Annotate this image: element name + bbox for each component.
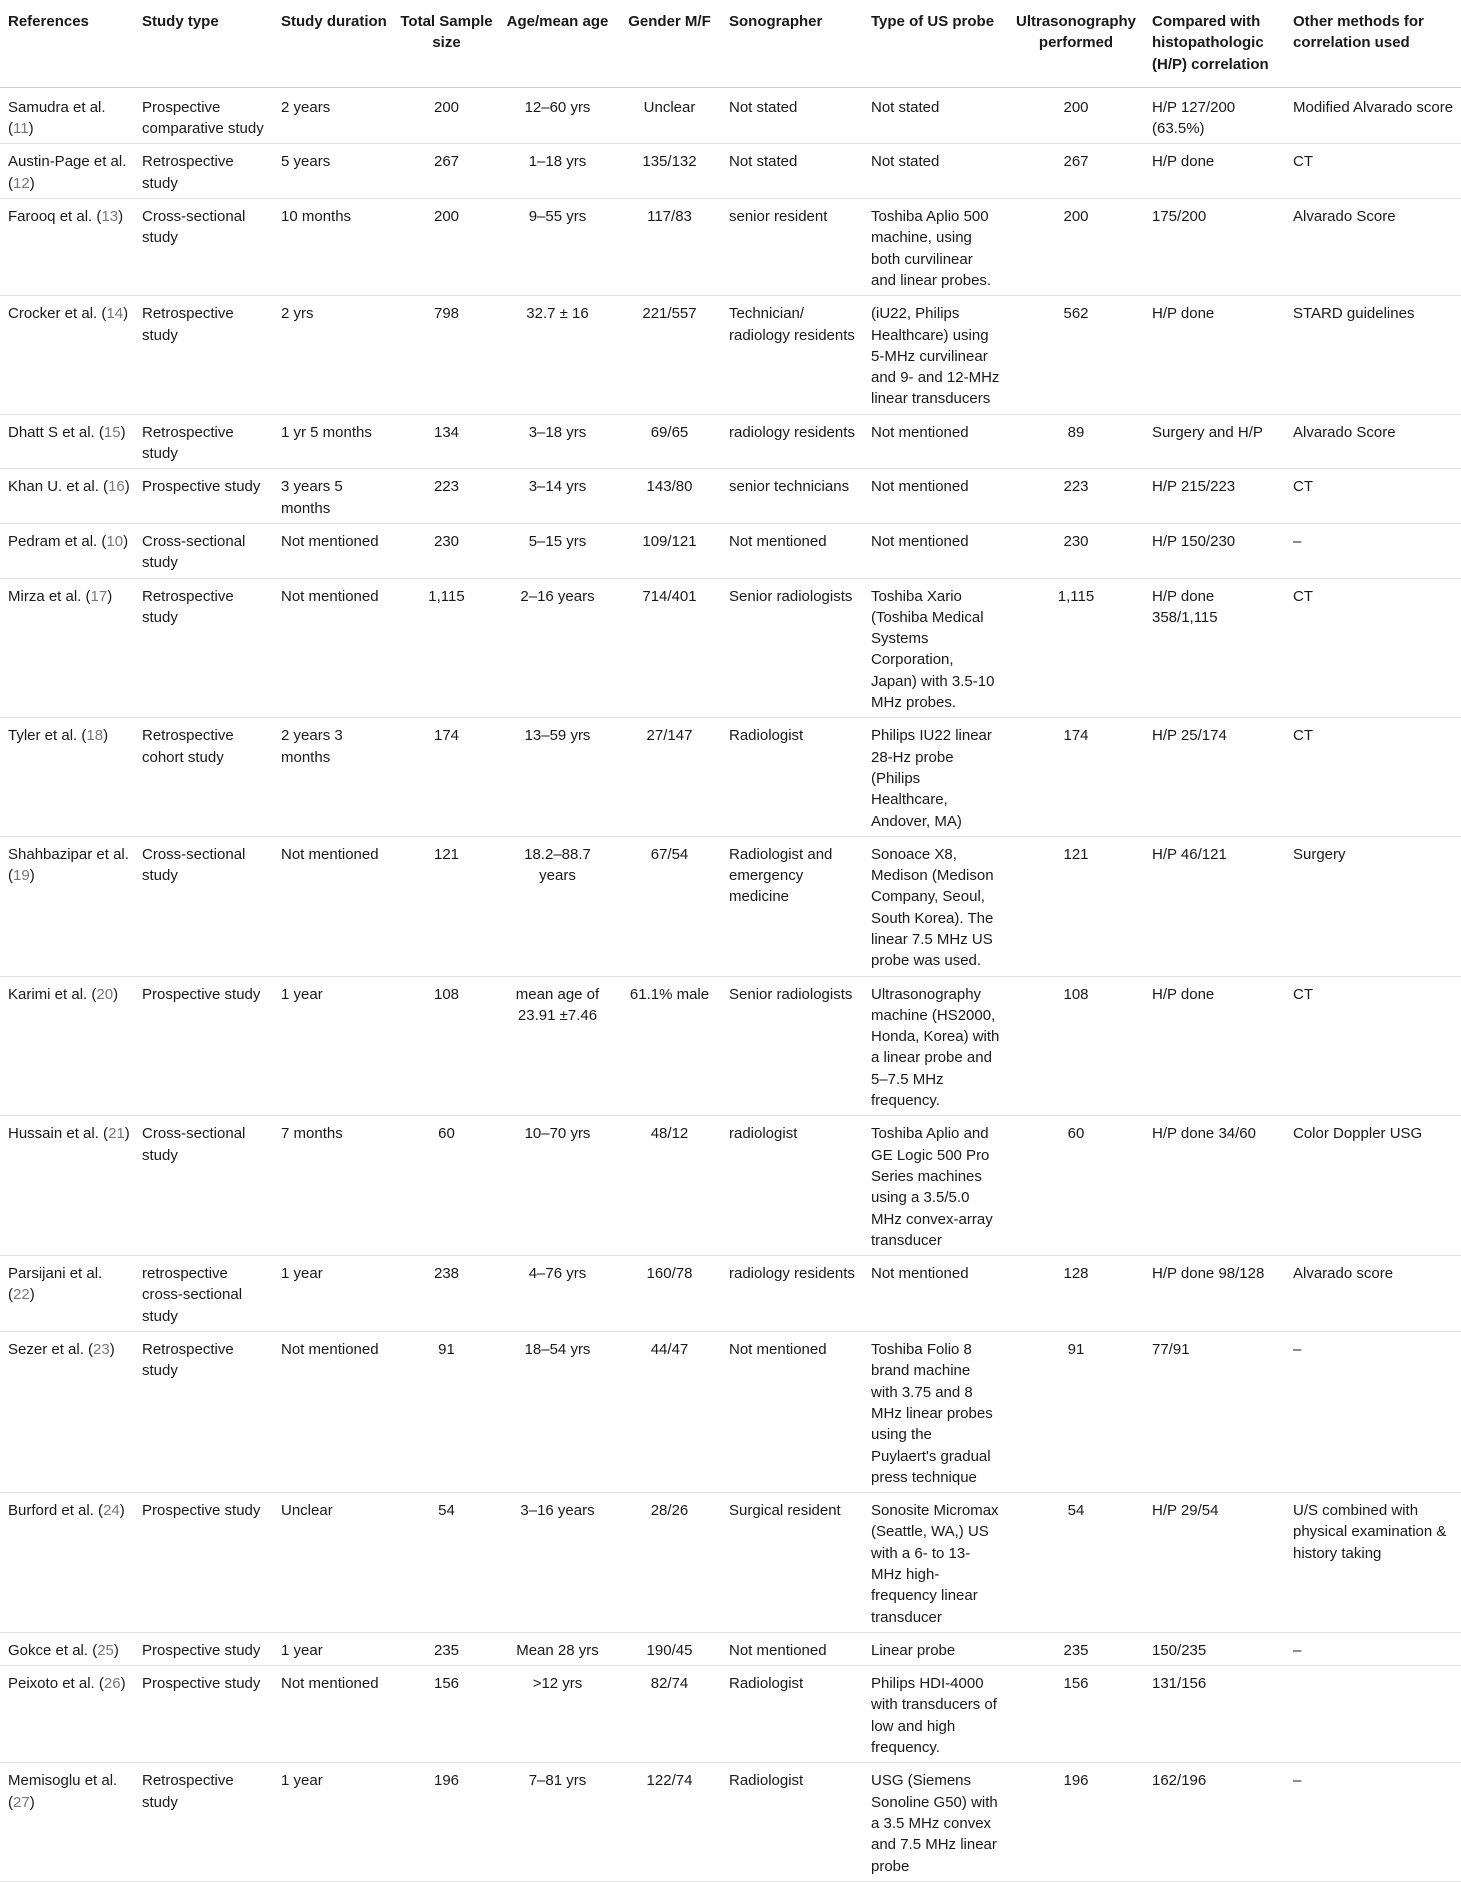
cell-probe-type: Not mentioned bbox=[863, 523, 1004, 578]
cell-probe-type: Not stated bbox=[863, 87, 1004, 144]
cell-probe-type: (iU22, Philips Healthcare) using 5-MHz curvilinear and 9- and 12-MHz linear transducers bbox=[863, 296, 1004, 414]
table-row bbox=[0, 836, 1461, 976]
reference-number-link[interactable]: 25 bbox=[97, 1641, 114, 1659]
cell-gender: 67/54 bbox=[614, 836, 721, 976]
cell-study-type: Cross-sectional study bbox=[134, 199, 273, 296]
cell-gender: 143/80 bbox=[614, 469, 721, 524]
cell-age: 2–16 years bbox=[497, 578, 614, 718]
cell-us-performed: 156 bbox=[1004, 1666, 1144, 1763]
reference-number-link[interactable]: 10 bbox=[106, 532, 124, 550]
cell-probe-type: Toshiba Xario (Toshiba Medical Systems Corporation, Japan) with 3.5-10 MHz probes. bbox=[863, 578, 1004, 718]
reference-author: Hussain et al. bbox=[8, 1125, 99, 1143]
cell-study-duration: Unclear bbox=[273, 1493, 392, 1633]
cell-total-sample-size: 230 bbox=[392, 523, 497, 578]
cell-sonographer: Technician/ radiology residents bbox=[721, 296, 863, 414]
cell-sonographer: Radiologist bbox=[721, 718, 863, 836]
cell-other-methods: CT bbox=[1285, 469, 1461, 524]
header-study-type: Study type bbox=[134, 0, 273, 87]
reference-author: Memisoglu et al. bbox=[8, 1772, 118, 1790]
table-row bbox=[0, 718, 1461, 836]
cell-other-methods: Color Doppler USG bbox=[1285, 1116, 1461, 1256]
cell-reference: Khan U. et al. (16) bbox=[0, 469, 134, 524]
cell-total-sample-size: 91 bbox=[392, 1332, 497, 1493]
cell-us-performed: 223 bbox=[1004, 469, 1144, 524]
cell-sonographer: radiology residents bbox=[721, 414, 863, 469]
header-study-duration: Study duration bbox=[273, 0, 392, 87]
cell-study-type: Prospective study bbox=[134, 1493, 273, 1633]
cell-hp-correlation: H/P done 98/128 bbox=[1144, 1256, 1285, 1332]
cell-us-performed: 200 bbox=[1004, 87, 1144, 144]
reference-number-link[interactable]: 18 bbox=[86, 727, 104, 745]
cell-gender: 28/26 bbox=[614, 1493, 721, 1633]
reference-author: Samudra et al. bbox=[8, 98, 106, 116]
cell-study-type: Prospective study bbox=[134, 1666, 273, 1763]
cell-reference: Parsijani et al. (22) bbox=[0, 1256, 134, 1332]
table-row bbox=[0, 144, 1461, 199]
table-body bbox=[0, 87, 1461, 1881]
cell-hp-correlation: H/P done bbox=[1144, 976, 1285, 1116]
header-other-methods: Other methods for correlation used bbox=[1285, 0, 1461, 87]
cell-total-sample-size: 54 bbox=[392, 1493, 497, 1633]
header-hp-correlation: Compared with histopathologic (H/P) correlation bbox=[1144, 0, 1285, 87]
cell-total-sample-size: 200 bbox=[392, 87, 497, 144]
cell-gender: 44/47 bbox=[614, 1332, 721, 1493]
cell-study-duration: 1 year bbox=[273, 1632, 392, 1665]
cell-other-methods: – bbox=[1285, 1763, 1461, 1881]
cell-total-sample-size: 108 bbox=[392, 976, 497, 1116]
cell-sonographer: radiology residents bbox=[721, 1256, 863, 1332]
cell-total-sample-size: 238 bbox=[392, 1256, 497, 1332]
cell-gender: 160/78 bbox=[614, 1256, 721, 1332]
cell-age: Mean 28 yrs bbox=[497, 1632, 614, 1665]
table-row bbox=[0, 199, 1461, 296]
cell-probe-type: Philips IU22 linear 28-Hz probe (Philips Healthcare, Andover, MA) bbox=[863, 718, 1004, 836]
cell-gender: 61.1% male bbox=[614, 976, 721, 1116]
reference-author: Mirza et al. bbox=[8, 587, 82, 605]
reference-number-link[interactable]: 20 bbox=[96, 985, 114, 1003]
cell-probe-type: Not mentioned bbox=[863, 414, 1004, 469]
reference-number-link[interactable]: 14 bbox=[106, 305, 124, 323]
table-row bbox=[0, 578, 1461, 718]
cell-age: 18–54 yrs bbox=[497, 1332, 614, 1493]
cell-total-sample-size: 60 bbox=[392, 1116, 497, 1256]
cell-gender: 117/83 bbox=[614, 199, 721, 296]
cell-hp-correlation: H/P done bbox=[1144, 144, 1285, 199]
cell-reference: Tyler et al. (18) bbox=[0, 718, 134, 836]
header-references: References bbox=[0, 0, 134, 87]
cell-hp-correlation: H/P 127/200 (63.5%) bbox=[1144, 87, 1285, 144]
cell-sonographer: Not stated bbox=[721, 144, 863, 199]
cell-reference: Austin-Page et al. (12) bbox=[0, 144, 134, 199]
cell-sonographer: radiologist bbox=[721, 1116, 863, 1256]
cell-reference: Hussain et al. (21) bbox=[0, 1116, 134, 1256]
cell-total-sample-size: 200 bbox=[392, 199, 497, 296]
cell-study-type: Retrospective cohort study bbox=[134, 718, 273, 836]
cell-sonographer: Not mentioned bbox=[721, 1632, 863, 1665]
cell-reference: Crocker et al. (14) bbox=[0, 296, 134, 414]
cell-study-duration: 1 year bbox=[273, 1256, 392, 1332]
table-row bbox=[0, 1632, 1461, 1665]
cell-gender: 190/45 bbox=[614, 1632, 721, 1665]
cell-us-performed: 121 bbox=[1004, 836, 1144, 976]
cell-other-methods: CT bbox=[1285, 578, 1461, 718]
cell-hp-correlation: H/P done 34/60 bbox=[1144, 1116, 1285, 1256]
cell-study-duration: 3 years 5 months bbox=[273, 469, 392, 524]
cell-probe-type: Not mentioned bbox=[863, 469, 1004, 524]
header-row bbox=[0, 0, 1461, 87]
cell-us-performed: 128 bbox=[1004, 1256, 1144, 1332]
header-gender: Gender M/F bbox=[614, 0, 721, 87]
cell-study-duration: Not mentioned bbox=[273, 523, 392, 578]
cell-age: 7–81 yrs bbox=[497, 1763, 614, 1881]
table-row bbox=[0, 523, 1461, 578]
cell-reference: Pedram et al. (10) bbox=[0, 523, 134, 578]
cell-sonographer: Not stated bbox=[721, 87, 863, 144]
cell-study-duration: Not mentioned bbox=[273, 578, 392, 718]
cell-age: >12 yrs bbox=[497, 1666, 614, 1763]
cell-gender: 109/121 bbox=[614, 523, 721, 578]
cell-study-type: Cross-sectional study bbox=[134, 836, 273, 976]
cell-study-type: Prospective comparative study bbox=[134, 87, 273, 144]
reference-number-link[interactable]: 22 bbox=[13, 1286, 30, 1304]
cell-study-duration: 1 yr 5 months bbox=[273, 414, 392, 469]
reference-author: Dhatt S et al. bbox=[8, 423, 95, 441]
reference-number-link[interactable]: 17 bbox=[90, 587, 108, 605]
cell-probe-type: USG (Siemens Sonoline G50) with a 3.5 MHz convex and 7.5 MHz linear probe bbox=[863, 1763, 1004, 1881]
cell-other-methods: – bbox=[1285, 1332, 1461, 1493]
cell-age: mean age of 23.91 ±7.46 bbox=[497, 976, 614, 1116]
cell-age: 4–76 yrs bbox=[497, 1256, 614, 1332]
cell-probe-type: Linear probe bbox=[863, 1632, 1004, 1665]
cell-study-duration: 2 years 3 months bbox=[273, 718, 392, 836]
cell-us-performed: 108 bbox=[1004, 976, 1144, 1116]
cell-sonographer: Senior radiologists bbox=[721, 578, 863, 718]
cell-study-type: Cross-sectional study bbox=[134, 523, 273, 578]
cell-hp-correlation: 150/235 bbox=[1144, 1632, 1285, 1665]
cell-probe-type: Sonoace X8, Medison (Medison Company, Seoul, South Korea). The linear 7.5 MHz US probe was used. bbox=[863, 836, 1004, 976]
cell-hp-correlation: H/P 29/54 bbox=[1144, 1493, 1285, 1633]
cell-hp-correlation: 77/91 bbox=[1144, 1332, 1285, 1493]
cell-other-methods: STARD guidelines bbox=[1285, 296, 1461, 414]
cell-other-methods: U/S combined with physical examination & history taking bbox=[1285, 1493, 1461, 1633]
cell-other-methods: Modified Alvarado score bbox=[1285, 87, 1461, 144]
cell-other-methods: CT bbox=[1285, 976, 1461, 1116]
cell-study-duration: 10 months bbox=[273, 199, 392, 296]
cell-age: 13–59 yrs bbox=[497, 718, 614, 836]
cell-us-performed: 235 bbox=[1004, 1632, 1144, 1665]
cell-us-performed: 562 bbox=[1004, 296, 1144, 414]
reference-author: Austin-Page et al. bbox=[8, 153, 127, 171]
cell-sonographer: Senior radiologists bbox=[721, 976, 863, 1116]
cell-other-methods: Alvarado score bbox=[1285, 1256, 1461, 1332]
cell-study-duration: 5 years bbox=[273, 144, 392, 199]
reference-number-link[interactable]: 12 bbox=[13, 174, 30, 192]
cell-probe-type: Philips HDI-4000 with transducers of low and high frequency. bbox=[863, 1666, 1004, 1763]
header-probe-type: Type of US probe bbox=[863, 0, 1004, 87]
cell-us-performed: 89 bbox=[1004, 414, 1144, 469]
reference-number-link[interactable]: 11 bbox=[13, 120, 29, 138]
reference-author: Shahbazipar et al. bbox=[8, 845, 129, 863]
cell-study-type: Retrospective study bbox=[134, 1332, 273, 1493]
cell-gender: 122/74 bbox=[614, 1763, 721, 1881]
reference-number-link[interactable]: 27 bbox=[13, 1793, 30, 1811]
cell-probe-type: Ultrasonography machine (HS2000, Honda, Korea) with a linear probe and 5–7.5 MHz frequency. bbox=[863, 976, 1004, 1116]
cell-study-duration: 2 yrs bbox=[273, 296, 392, 414]
cell-hp-correlation: H/P 215/223 bbox=[1144, 469, 1285, 524]
cell-age: 5–15 yrs bbox=[497, 523, 614, 578]
cell-study-duration: 1 year bbox=[273, 1763, 392, 1881]
cell-total-sample-size: 798 bbox=[392, 296, 497, 414]
cell-probe-type: Toshiba Folio 8 brand machine with 3.75 and 8 MHz linear probes using the Puylaert's gradual press technique bbox=[863, 1332, 1004, 1493]
cell-us-performed: 174 bbox=[1004, 718, 1144, 836]
cell-other-methods: CT bbox=[1285, 718, 1461, 836]
cell-gender: 221/557 bbox=[614, 296, 721, 414]
cell-study-type: Retrospective study bbox=[134, 578, 273, 718]
cell-hp-correlation: Surgery and H/P bbox=[1144, 414, 1285, 469]
cell-other-methods: Alvarado Score bbox=[1285, 199, 1461, 296]
cell-study-duration: Not mentioned bbox=[273, 836, 392, 976]
reference-number-link[interactable]: 16 bbox=[108, 478, 125, 496]
reference-number-link[interactable]: 19 bbox=[13, 867, 30, 885]
cell-study-duration: 1 year bbox=[273, 976, 392, 1116]
cell-total-sample-size: 1,115 bbox=[392, 578, 497, 718]
cell-total-sample-size: 134 bbox=[392, 414, 497, 469]
cell-us-performed: 54 bbox=[1004, 1493, 1144, 1633]
cell-study-type: Prospective study bbox=[134, 976, 273, 1116]
cell-sonographer: senior resident bbox=[721, 199, 863, 296]
cell-probe-type: Toshiba Aplio and GE Logic 500 Pro Series machines using a 3.5/5.0 MHz convex-array transducer bbox=[863, 1116, 1004, 1256]
table-row bbox=[0, 1493, 1461, 1633]
cell-age: 9–55 yrs bbox=[497, 199, 614, 296]
cell-study-type: retrospective cross-sectional study bbox=[134, 1256, 273, 1332]
cell-study-duration: Not mentioned bbox=[273, 1332, 392, 1493]
cell-other-methods: – bbox=[1285, 1632, 1461, 1665]
reference-author: Pedram et al. bbox=[8, 532, 98, 550]
cell-total-sample-size: 235 bbox=[392, 1632, 497, 1665]
cell-reference: Shahbazipar et al. (19) bbox=[0, 836, 134, 976]
cell-probe-type: Not mentioned bbox=[863, 1256, 1004, 1332]
cell-study-duration: 7 months bbox=[273, 1116, 392, 1256]
cell-hp-correlation: H/P 46/121 bbox=[1144, 836, 1285, 976]
reference-author: Peixoto et al. bbox=[8, 1675, 95, 1693]
cell-total-sample-size: 196 bbox=[392, 1763, 497, 1881]
table-row bbox=[0, 296, 1461, 414]
cell-reference: Sezer et al. (23) bbox=[0, 1332, 134, 1493]
cell-age: 32.7 ± 16 bbox=[497, 296, 614, 414]
reference-author: Khan U. et al. bbox=[8, 478, 99, 496]
cell-other-methods: Surgery bbox=[1285, 836, 1461, 976]
cell-probe-type: Not stated bbox=[863, 144, 1004, 199]
cell-hp-correlation: 162/196 bbox=[1144, 1763, 1285, 1881]
cell-gender: 48/12 bbox=[614, 1116, 721, 1256]
cell-study-type: Retrospective study bbox=[134, 144, 273, 199]
cell-gender: 69/65 bbox=[614, 414, 721, 469]
header-us-performed: Ultrasonography performed bbox=[1004, 0, 1144, 87]
cell-gender: 27/147 bbox=[614, 718, 721, 836]
cell-age: 1–18 yrs bbox=[497, 144, 614, 199]
cell-total-sample-size: 174 bbox=[392, 718, 497, 836]
cell-gender: 135/132 bbox=[614, 144, 721, 199]
cell-us-performed: 200 bbox=[1004, 199, 1144, 296]
cell-other-methods: – bbox=[1285, 523, 1461, 578]
reference-number-link[interactable]: 26 bbox=[103, 1675, 121, 1693]
cell-hp-correlation: H/P done 358/1,115 bbox=[1144, 578, 1285, 718]
cell-other-methods: Alvarado Score bbox=[1285, 414, 1461, 469]
cell-sonographer: senior technicians bbox=[721, 469, 863, 524]
cell-probe-type: Toshiba Aplio 500 machine, using both curvilinear and linear probes. bbox=[863, 199, 1004, 296]
cell-study-type: Retrospective study bbox=[134, 1763, 273, 1881]
cell-other-methods: CT bbox=[1285, 144, 1461, 199]
cell-us-performed: 1,115 bbox=[1004, 578, 1144, 718]
cell-other-methods bbox=[1285, 1666, 1461, 1763]
reference-number-link[interactable]: 23 bbox=[93, 1341, 110, 1359]
cell-reference: Burford et al. (24) bbox=[0, 1493, 134, 1633]
reference-author: Farooq et al. bbox=[8, 208, 93, 226]
reference-author: Karimi et al. bbox=[8, 985, 88, 1003]
table-row bbox=[0, 1256, 1461, 1332]
header-sonographer: Sonographer bbox=[721, 0, 863, 87]
cell-reference: Gokce et al. (25) bbox=[0, 1632, 134, 1665]
table-row bbox=[0, 976, 1461, 1116]
reference-author: Crocker et al. bbox=[8, 305, 98, 323]
cell-reference: Farooq et al. (13) bbox=[0, 199, 134, 296]
cell-hp-correlation: H/P 25/174 bbox=[1144, 718, 1285, 836]
reference-author: Burford et al. bbox=[8, 1502, 94, 1520]
cell-probe-type: Sonosite Micromax (Seattle, WA,) US with a 6- to 13-MHz high-frequency linear transducer bbox=[863, 1493, 1004, 1633]
cell-study-type: Prospective study bbox=[134, 469, 273, 524]
table-row bbox=[0, 87, 1461, 144]
table-row bbox=[0, 1116, 1461, 1256]
cell-total-sample-size: 156 bbox=[392, 1666, 497, 1763]
table-row bbox=[0, 1666, 1461, 1763]
cell-age: 3–16 years bbox=[497, 1493, 614, 1633]
cell-sonographer: Radiologist bbox=[721, 1666, 863, 1763]
cell-age: 18.2–88.7 years bbox=[497, 836, 614, 976]
cell-gender: 82/74 bbox=[614, 1666, 721, 1763]
cell-sonographer: Radiologist bbox=[721, 1763, 863, 1881]
header-total-sample-size: Total Sample size bbox=[392, 0, 497, 87]
cell-reference: Karimi et al. (20) bbox=[0, 976, 134, 1116]
reference-author: Tyler et al. bbox=[8, 727, 78, 745]
cell-hp-correlation: H/P 150/230 bbox=[1144, 523, 1285, 578]
cell-sonographer: Surgical resident bbox=[721, 1493, 863, 1633]
table-row bbox=[0, 469, 1461, 524]
cell-reference: Samudra et al. (11) bbox=[0, 87, 134, 144]
cell-hp-correlation: H/P done bbox=[1144, 296, 1285, 414]
cell-study-duration: Not mentioned bbox=[273, 1666, 392, 1763]
cell-reference: Memisoglu et al. (27) bbox=[0, 1763, 134, 1881]
reference-author: Parsijani et al. bbox=[8, 1265, 103, 1283]
cell-us-performed: 267 bbox=[1004, 144, 1144, 199]
cell-study-duration: 2 years bbox=[273, 87, 392, 144]
cell-us-performed: 60 bbox=[1004, 1116, 1144, 1256]
cell-us-performed: 230 bbox=[1004, 523, 1144, 578]
cell-reference: Peixoto et al. (26) bbox=[0, 1666, 134, 1763]
cell-sonographer: Not mentioned bbox=[721, 1332, 863, 1493]
reference-author: Sezer et al. bbox=[8, 1341, 84, 1359]
cell-us-performed: 196 bbox=[1004, 1763, 1144, 1881]
cell-total-sample-size: 267 bbox=[392, 144, 497, 199]
cell-study-type: Cross-sectional study bbox=[134, 1116, 273, 1256]
cell-total-sample-size: 223 bbox=[392, 469, 497, 524]
cell-gender: 714/401 bbox=[614, 578, 721, 718]
reference-number-link[interactable]: 21 bbox=[108, 1125, 125, 1143]
cell-us-performed: 91 bbox=[1004, 1332, 1144, 1493]
cell-reference: Dhatt S et al. (15) bbox=[0, 414, 134, 469]
table-row bbox=[0, 1332, 1461, 1493]
cell-hp-correlation: 175/200 bbox=[1144, 199, 1285, 296]
cell-age: 10–70 yrs bbox=[497, 1116, 614, 1256]
cell-age: 12–60 yrs bbox=[497, 87, 614, 144]
cell-sonographer: Radiologist and emergency medicine bbox=[721, 836, 863, 976]
table-row bbox=[0, 414, 1461, 469]
cell-hp-correlation: 131/156 bbox=[1144, 1666, 1285, 1763]
reference-number-link[interactable]: 13 bbox=[101, 208, 119, 226]
table-header bbox=[0, 0, 1461, 87]
cell-age: 3–18 yrs bbox=[497, 414, 614, 469]
header-age: Age/mean age bbox=[497, 0, 614, 87]
cell-study-type: Retrospective study bbox=[134, 296, 273, 414]
cell-study-type: Prospective study bbox=[134, 1632, 273, 1665]
cell-reference: Mirza et al. (17) bbox=[0, 578, 134, 718]
reference-number-link[interactable]: 24 bbox=[103, 1502, 120, 1520]
table-row bbox=[0, 1763, 1461, 1881]
cell-study-type: Retrospective study bbox=[134, 414, 273, 469]
cell-total-sample-size: 121 bbox=[392, 836, 497, 976]
cell-age: 3–14 yrs bbox=[497, 469, 614, 524]
reference-number-link[interactable]: 15 bbox=[103, 423, 121, 441]
cell-gender: Unclear bbox=[614, 87, 721, 144]
cell-sonographer: Not mentioned bbox=[721, 523, 863, 578]
reference-author: Gokce et al. bbox=[8, 1641, 89, 1659]
